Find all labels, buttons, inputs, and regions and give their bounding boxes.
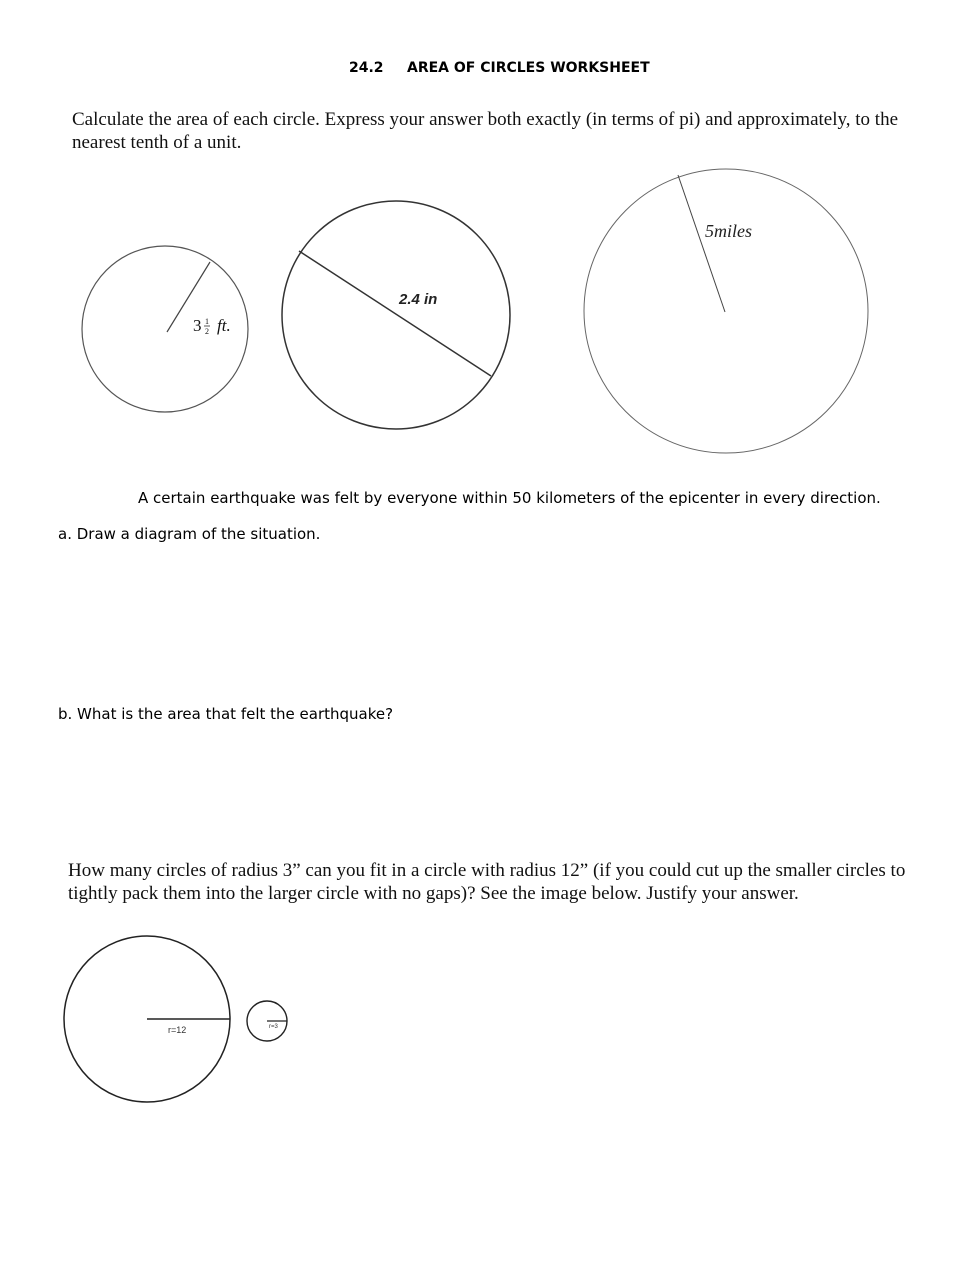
earthquake-statement: A certain earthquake was felt by everyone within 50 kilometers of the epicenter in every direction. <box>138 489 881 507</box>
circle3-label: 5miles <box>705 221 752 241</box>
circle1-label: 3 <box>193 316 202 335</box>
problem1-instructions: Calculate the area of each circle. Express your answer both exactly (in terms of pi) and approximately, to the nearest tenth of a unit. <box>72 109 898 153</box>
circle3-diagram <box>580 165 872 457</box>
circle1-fraction-den: 2 <box>205 327 209 336</box>
question-b: b. What is the area that felt the earthquake? <box>58 705 394 723</box>
circle3-shape <box>584 169 868 453</box>
problem3-diagram <box>60 932 300 1108</box>
circle2-label: 2.4 in <box>399 291 438 308</box>
small-circle-label: r=3 <box>269 1024 278 1030</box>
circle3-radius-line <box>678 175 725 312</box>
worksheet-title <box>349 60 650 76</box>
section-number: 24.2 <box>349 60 384 76</box>
circle1-fraction-num: 1 <box>205 317 209 326</box>
circle1-unit: ft. <box>217 316 231 335</box>
title-text: AREA OF CIRCLES WORKSHEET <box>407 60 650 76</box>
question-a: a. Draw a diagram of the situation. <box>58 525 321 543</box>
circle2-diameter-line <box>299 251 491 376</box>
circle1-radius-line <box>167 262 210 332</box>
circle2-diagram <box>279 198 515 434</box>
big-circle-label: r=12 <box>168 1025 187 1035</box>
circle1-diagram <box>80 243 252 417</box>
problem3-question: How many circles of radius 3” can you fit in a circle with radius 12” (if you could cut up the smaller circles to tightly pack them into the larger circle with no gaps)? See the image below. Justify your answer. <box>68 860 906 904</box>
